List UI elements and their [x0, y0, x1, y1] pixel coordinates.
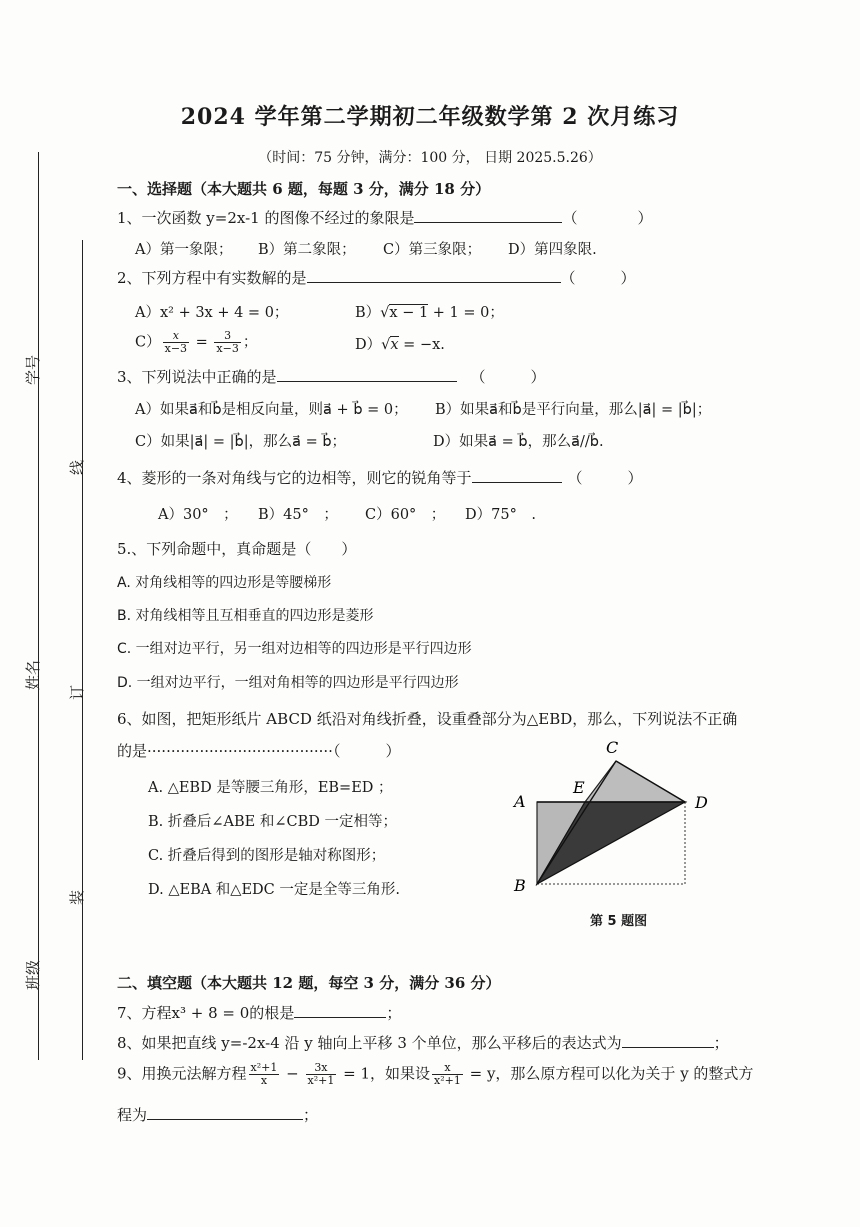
page-title: 2024 学年第二学期初二年级数学第 2 次月练习 — [180, 104, 680, 130]
q4-stem: 4、菱形的一条对角线与它的边相等，则它的锐角等于 （ ） — [117, 469, 643, 487]
vertex-label-a: A — [514, 792, 526, 811]
zhuang-label: 装 — [68, 889, 86, 905]
q3-option-c: C）如果|a⃗| = |b⃗|，那么a⃗ = b⃗； — [135, 434, 347, 450]
q6-stem: 6、如图，把矩形纸片 ABCD 纸沿对角线折叠，设重叠部分为△EBD，那么，下列说法不正确 — [117, 710, 738, 728]
binding-line-outer — [38, 152, 39, 1060]
q5-option-b: B. 对角线相等且互相垂直的四边形是菱形 — [117, 608, 374, 624]
q1-option-d: D）第四象限. — [508, 242, 597, 258]
q1-option-c: C）第三象限； — [383, 242, 482, 258]
q2-c-frac-right: $\frac{3}{x-3}$ — [216, 329, 239, 355]
vertex-label-b: B — [514, 876, 526, 895]
q6-stem-line2: 的是·······································（ ） — [117, 742, 401, 760]
q1-leader — [414, 222, 562, 223]
q2-option-c: C） $\frac{x}{x-3}$ = $\frac{3}{x-3}$ ； — [135, 329, 258, 355]
q2-option-b: B）√x − 1 + 1 = 0； — [355, 305, 504, 321]
q3-stem: 3、下列说法中正确的是 （ ） — [117, 368, 546, 386]
q3-option-b: B）如果a⃗和b⃗是平行向量，那么|a⃗| = |b⃗|； — [435, 402, 712, 418]
section2-heading: 二、填空题（本大题共 12 题，每空 3 分，满分 36 分） — [117, 974, 501, 992]
q6-option-d: D. △EBA 和△EDC 一定是全等三角形. — [148, 882, 400, 898]
q1-option-a: A）第一象限； — [135, 242, 233, 258]
q2-c-frac-left: $\frac{x}{x-3}$ — [164, 329, 188, 355]
q9-answer-blank[interactable] — [147, 1119, 303, 1120]
exam-info: （时间：75 分钟，满分：100 分， 日期 2025.5.26） — [258, 150, 602, 166]
q1-option-b: B）第二象限； — [258, 242, 356, 258]
q2-option-a: A）x² + 3x + 4 = 0； — [135, 305, 289, 321]
q9-line2: 程为 ； — [117, 1106, 319, 1124]
q3-option-d: D）如果a⃗ = b⃗，那么a⃗//b⃗. — [433, 434, 604, 450]
q1-stem: 1、一次函数 y=2x-1 的图像不经过的象限是 （ ） — [117, 209, 653, 227]
q7: 7、方程x³ + 8 = 0的根是 ； — [117, 1004, 402, 1022]
vertex-label-d: D — [695, 793, 708, 812]
binding-line-inner — [82, 240, 83, 1060]
vertex-label-c: C — [606, 738, 619, 757]
xuehao-label: 学号 — [24, 354, 42, 385]
q9-frac-3: $\frac{x}{\text{x²+1}}$ — [434, 1061, 461, 1087]
q8-answer-blank[interactable] — [622, 1047, 714, 1048]
q4-option-c: C）60° ； — [365, 507, 446, 523]
triangle-ecd — [585, 761, 685, 802]
xian-label: 线 — [68, 459, 86, 475]
q2-option-d: D）√x = −x. — [355, 337, 445, 353]
q9: 9、用换元法解方程 $\frac{\text{x²+1}}{x}$ − $\frac{3x}{\text{x²+1}}$ = 1，如果设 $\frac{x}{\text{x²+1}}$ = y，那么原方程可以化为关于 y 的整式方 — [117, 1061, 754, 1087]
q8: 8、如果把直线 y=-2x-4 沿 y 轴向上平移 3 个单位，那么平移后的表达式为 ； — [117, 1034, 729, 1052]
q4-option-a: A）30° ； — [158, 507, 238, 523]
q6-option-a: A. △EBD 是等腰三角形，EB=ED ； — [148, 780, 393, 796]
q6-option-b: B. 折叠后∠ABE 和∠CBD 一定相等； — [148, 814, 397, 830]
q3-leader — [277, 381, 457, 382]
figure-caption: 第 5 题图 — [590, 914, 648, 929]
q9-frac-1: $\frac{\text{x²+1}}{x}$ — [250, 1061, 278, 1087]
q2-leader — [307, 282, 561, 283]
q9-frac-2: $\frac{3x}{\text{x²+1}}$ — [307, 1061, 335, 1087]
q4-option-d: D）75° . — [465, 507, 536, 523]
xingming-label: 姓名 — [24, 659, 42, 690]
q4-leader — [472, 482, 562, 483]
q2-stem: 2、下列方程中有实数解的是 （ ） — [117, 269, 636, 287]
q6-fold-figure — [505, 735, 725, 900]
section1-heading: 一、选择题（本大题共 6 题，每题 3 分，满分 18 分） — [117, 180, 491, 198]
q5-stem: 5.、下列命题中，真命题是（ ） — [117, 540, 357, 558]
vertex-label-e: E — [573, 778, 585, 797]
banji-label: 班级 — [24, 959, 42, 990]
q3-option-a: A）如果a⃗和b⃗是相反向量，则a⃗ + b⃗ = 0； — [135, 402, 408, 418]
q5-option-c: C. 一组对边平行，另一组对边相等的四边形是平行四边形 — [117, 641, 472, 657]
q4-option-b: B）45° ； — [258, 507, 338, 523]
q7-answer-blank[interactable] — [294, 1017, 386, 1018]
q6-option-c: C. 折叠后得到的图形是轴对称图形； — [148, 848, 386, 864]
q5-option-a: A. 对角线相等的四边形是等腰梯形 — [117, 575, 332, 591]
q5-option-d: D. 一组对边平行，一组对角相等的四边形是平行四边形 — [117, 675, 459, 691]
ding-label: 订 — [68, 684, 86, 700]
